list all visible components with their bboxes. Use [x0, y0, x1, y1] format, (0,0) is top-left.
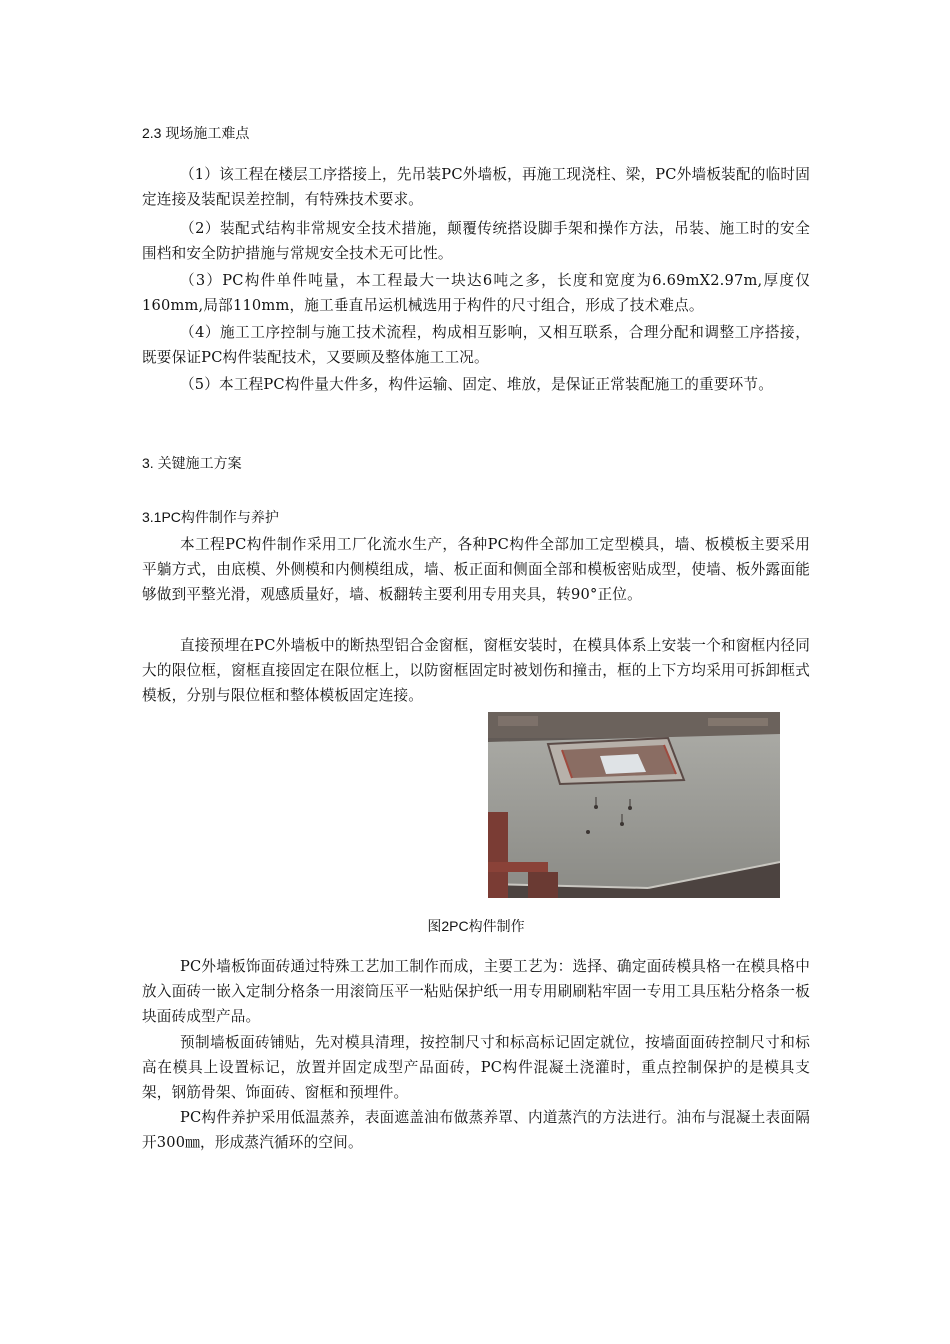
paragraph-face-brick: PC外墙板饰面砖通过特殊工艺加工制作而成，主要工艺为：选择、确定面砖模具格一在模具格中放入面砖一嵌入定制分格条一用滚筒压平一粘贴保护纸一用专用刷刷粘牢固一专用工具压粘分格条一板块面砖成型产品。 [142, 958, 810, 1025]
paragraph-difficulty-4: （4）施工工序控制与施工技术流程，构成相互影响，又相互联系，合理分配和调整工序搭接，既要保证PC构件装配技术，又要顾及整体施工工况。 [142, 324, 810, 366]
paragraph-curing: PC构件养护采用低温蒸养，表面遮盖油布做蒸养罩、内道蒸汽的方法进行。油布与混凝土表面隔开300㎜，形成蒸汽循环的空间。 [142, 1109, 810, 1151]
figure-caption: 图2PC构件制作 [427, 918, 525, 934]
paragraph-difficulty-1: （1）该工程在楼层工序搭接上，先吊装PC外墙板，再施工现浇柱、梁，PC外墙板装配的临时固定连接及装配误差控制，有特殊技术要求。 [142, 166, 810, 208]
paragraph-brick-laying: 预制墙板面砖铺贴，先对模具清理，按控制尺寸和标高标记固定就位，按墙面面砖控制尺寸和标高在模具上设置标记，放置并固定成型产品面砖，PC构件混凝土浇灌时，重点控制保护的是模具支架，钢筋骨架、饰面砖、窗框和预埋件。 [142, 1034, 810, 1101]
section-heading-3-1: 3.1PC构件制作与养护 [142, 509, 279, 525]
paragraph-difficulty-3: （3）PC构件单件吨量，本工程最大一块达6吨之多，长度和宽度为6.69mX2.97m,厚度仅160mm,局部110mm，施工垂直吊运机械选用于构件的尺寸组合，形成了技术难点。 [142, 272, 810, 314]
section-heading-3: 3. 关键施工方案 [142, 455, 242, 471]
paragraph-pc-production: 本工程PC构件制作采用工厂化流水生产，各种PC构件全部加工定型模具，墙、板模板主要采用平躺方式，由底模、外侧模和内侧模组成，墙、板正面和侧面全部和模板密贴成型，使墙、板外露面能够做到平整光滑，观感质量好，墙、板翻转主要利用专用夹具，转90°正位。 [142, 536, 810, 603]
paragraph-window-frame: 直接预埋在PC外墙板中的断热型铝合金窗框，窗框安装时，在模具体系上安装一个和窗框内径同大的限位框，窗框直接固定在限位框上，以防窗框固定时被划伤和撞击，框的上下方均采用可拆卸框式模板，分别与限位框和整体模板固定连接。 [142, 637, 810, 704]
paragraph-difficulty-2: （2）装配式结构非常规安全技术措施，颠覆传统搭设脚手架和操作方法，吊装、施工时的安全围档和安全防护措施与常规安全技术无可比性。 [142, 220, 810, 262]
paragraph-difficulty-5: （5）本工程PC构件量大件多，构件运输、固定、堆放，是保证正常装配施工的重要环节。 [179, 376, 773, 393]
section-heading-2-3: 2.3 现场施工难点 [142, 125, 250, 141]
pc-component-photo [488, 712, 780, 898]
